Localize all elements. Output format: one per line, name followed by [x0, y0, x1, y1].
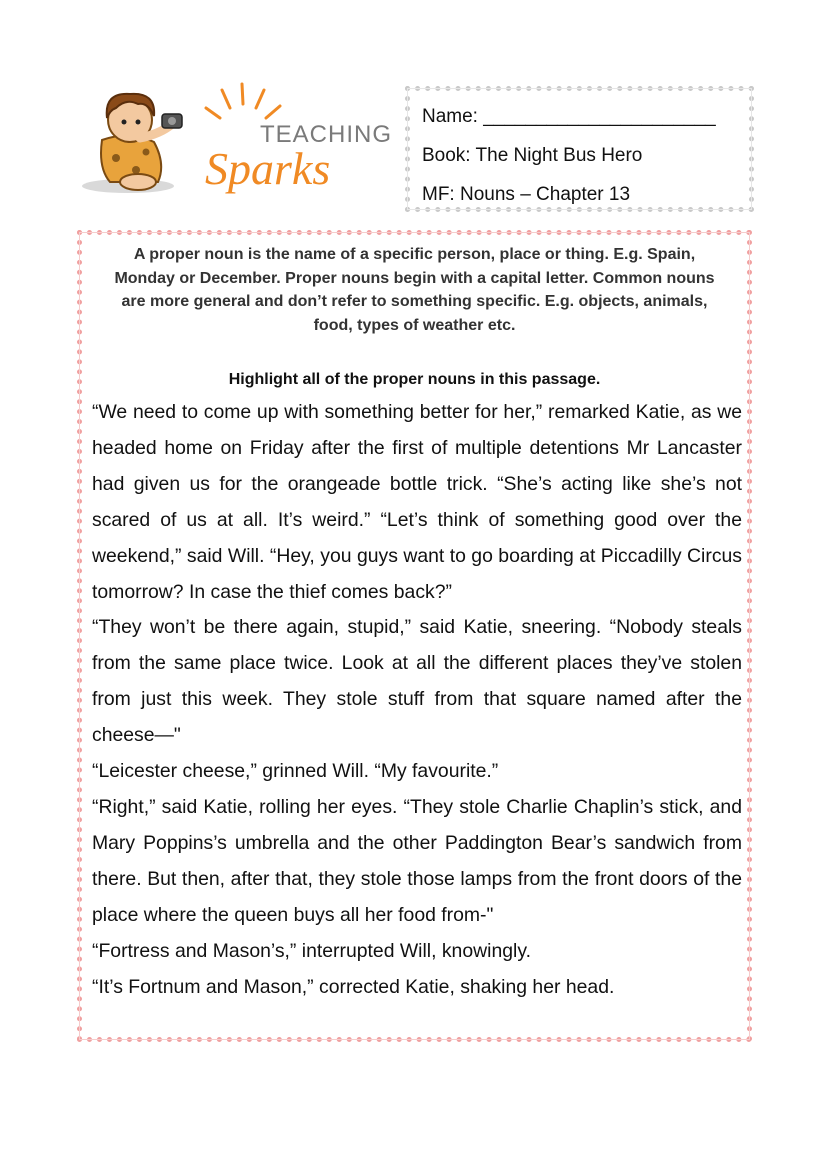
book-title: Book: The Night Bus Hero — [422, 145, 643, 166]
passage-paragraph: “It’s Fortnum and Mason,” corrected Katie, shaking her head. — [92, 975, 615, 998]
teaching-sparks-logo — [80, 78, 400, 203]
task-instruction: Highlight all of the proper nouns in this passage. — [228, 371, 601, 388]
logo-sparks-text: Sparks — [205, 143, 331, 194]
passage-paragraph: “Leicester cheese,” grinned Will. “My favourite.” — [92, 760, 499, 783]
passage-paragraph: “Right,” said Katie, rolling her eyes. “They stole Charlie Chaplin’s stick, and Mary Poppins’s umbrella and the other Paddington Bear’s sandwich from there. But then, after that, they stole those lamps from the front doors of the place where the queen buys all her food from-" — [92, 795, 742, 926]
mf-topic: MF: Nouns – Chapter 13 — [422, 184, 631, 205]
passage-paragraph: “Fortress and Mason’s,” interrupted Will, knowingly. — [92, 939, 531, 962]
student-info-box — [405, 86, 754, 212]
proper-noun-explanation: A proper noun is the name of a specific person, place or thing. E.g. Spain, Monday or December. Proper nouns begin with a capital letter. Common nouns are more general and don’t refer to something specific. E.g. objects, animals, food, types of weather etc. — [114, 246, 715, 334]
worksheet-box — [77, 230, 752, 1042]
logo-teaching-text: TEACHING — [260, 121, 393, 148]
passage-paragraph: “They won’t be there again, stupid,” said Katie, sneering. “Nobody steals from the same place twice. Look at all the different places they’ve stolen from just this week. They stole stuff from that square named after the cheese—" — [92, 616, 742, 747]
name-field-label[interactable]: Name: ______________________ — [422, 106, 716, 127]
reading-passage — [92, 395, 742, 1005]
caveman-mascot-icon — [80, 78, 400, 203]
passage-paragraph: “We need to come up with something better for her,” remarked Katie, as we headed home on Friday after the first of multiple detentions Mr Lancaster had given us for the orangeade bottle trick. “She’s acting like she’s not scared of us at all. It’s weird.” “Let’s think of something good over the weekend,” said Will. “Hey, you guys want to go boarding at Piccadilly Circus tomorrow? In case the thief comes back?” — [92, 401, 742, 603]
